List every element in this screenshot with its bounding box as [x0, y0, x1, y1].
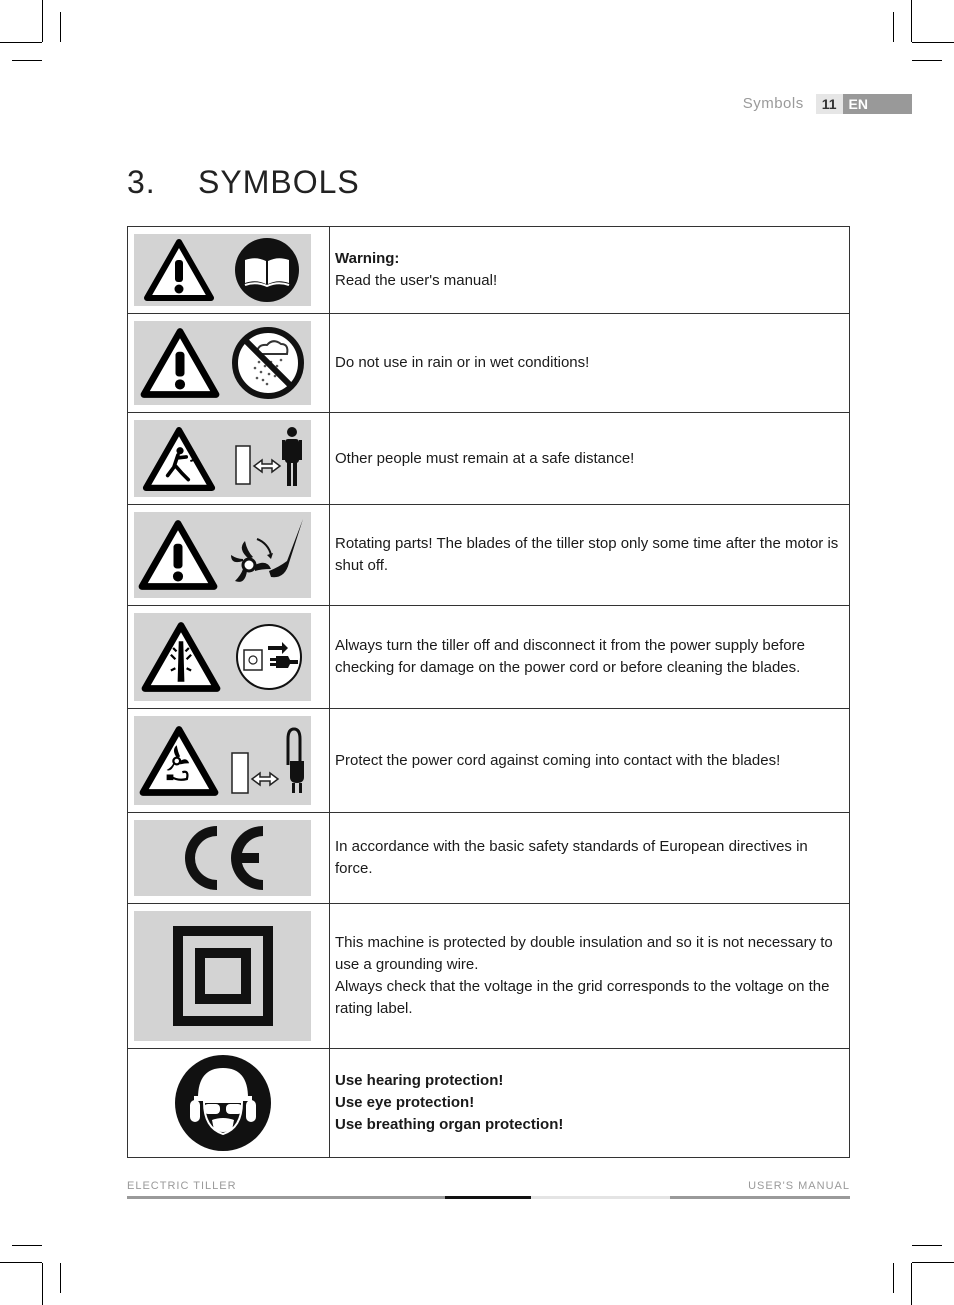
manual-book-icon — [233, 236, 301, 304]
ce-mark-icon — [173, 820, 273, 896]
symbol-description: Read the user's manual! — [335, 272, 498, 289]
footer-divider-segment — [670, 1196, 850, 1199]
cord-distance-icon — [230, 725, 306, 797]
crop-mark — [60, 12, 61, 42]
icon-group — [134, 820, 311, 896]
icon-cell — [128, 227, 330, 314]
protection-instruction: Use breathing organ protection! — [335, 1116, 564, 1133]
text-cell — [330, 1049, 850, 1158]
symbol-description: Do not use in rain or in wet conditions! — [335, 354, 590, 371]
crop-mark — [912, 1262, 954, 1263]
warning-triangle-icon — [138, 519, 218, 591]
chapter-title: SYMBOLS — [198, 164, 360, 200]
icon-cell — [128, 904, 330, 1049]
blade-cord-warning-icon — [139, 725, 219, 797]
icon-cell — [128, 314, 330, 413]
table-row — [128, 1049, 850, 1158]
no-rain-icon — [231, 326, 305, 400]
double-insulation-icon — [173, 926, 273, 1026]
header-section-label: Symbols — [742, 95, 804, 112]
table-row — [128, 813, 850, 904]
icon-cell — [128, 606, 330, 709]
icon-group — [134, 1055, 311, 1151]
crop-mark — [893, 1263, 894, 1293]
footer-divider-segment — [445, 1196, 531, 1199]
protection-instruction: Use hearing protection! — [335, 1072, 504, 1089]
table-row — [128, 606, 850, 709]
crop-mark — [912, 60, 942, 61]
table-row — [128, 709, 850, 813]
table-row — [128, 227, 850, 314]
crop-mark — [911, 0, 912, 42]
text-cell — [330, 413, 850, 505]
table-row — [128, 314, 850, 413]
text-cell — [330, 227, 850, 314]
text-cell — [330, 606, 850, 709]
rotating-blades-icon — [227, 515, 307, 595]
text-cell — [330, 505, 850, 606]
symbol-description: Always check that the voltage in the grid corresponds to the voltage on the rating label. — [335, 978, 830, 1017]
symbol-description: This machine is protected by double insulation and so it is not necessary to use a grounding wire. — [335, 934, 833, 973]
warning-triangle-icon — [144, 238, 214, 302]
symbol-description: In accordance with the basic safety standards of European directives in force. — [335, 838, 808, 877]
warning-label: Warning: — [335, 250, 400, 267]
symbol-description: Protect the power cord against coming into contact with the blades! — [335, 751, 781, 769]
thrown-objects-warning-icon — [141, 426, 217, 492]
table-row — [128, 505, 850, 606]
icon-cell — [128, 413, 330, 505]
icon-group — [134, 613, 311, 701]
crop-mark — [42, 1263, 43, 1305]
crop-mark — [0, 42, 42, 43]
symbols-table — [127, 226, 850, 1158]
footer-document-type: USER'S MANUAL — [748, 1180, 850, 1192]
icon-group — [134, 512, 311, 598]
icon-group — [134, 911, 311, 1041]
language-badge: EN — [843, 94, 912, 114]
page-header — [743, 94, 912, 114]
protection-instruction: Use eye protection! — [335, 1094, 475, 1111]
crop-mark — [42, 0, 43, 42]
icon-cell — [128, 505, 330, 606]
crop-mark — [912, 42, 954, 43]
icon-group — [134, 420, 311, 497]
icon-cell — [128, 1049, 330, 1158]
chapter-number: 3. — [127, 164, 156, 200]
symbol-description: Always turn the tiller off and disconnect it from the power supply before checking for damage on the power cord or before cleaning the blades. — [335, 637, 805, 676]
symbol-description: Rotating parts! The blades of the tiller stop only some time after the motor is shut off. — [335, 535, 839, 574]
symbol-description: Other people must remain at a safe distance! — [335, 449, 635, 467]
footer-divider-segment — [127, 1196, 445, 1199]
protective-equipment-icon — [174, 1054, 272, 1152]
warning-triangle-icon — [140, 327, 220, 399]
footer-divider-segment — [531, 1196, 670, 1199]
icon-cell — [128, 709, 330, 813]
crop-mark — [12, 1245, 42, 1246]
icon-group — [134, 716, 311, 805]
icon-group — [134, 321, 311, 405]
footer-product-name: ELECTRIC TILLER — [127, 1180, 237, 1192]
crop-mark — [912, 1245, 942, 1246]
table-row — [128, 413, 850, 505]
text-cell — [330, 904, 850, 1049]
text-cell — [330, 314, 850, 413]
table-row — [128, 904, 850, 1049]
crop-mark — [60, 1263, 61, 1293]
page-title — [127, 164, 360, 201]
crop-mark — [893, 12, 894, 42]
crop-mark — [911, 1263, 912, 1305]
crop-mark — [12, 60, 42, 61]
text-cell — [330, 813, 850, 904]
crop-mark — [0, 1262, 42, 1263]
cutting-hazard-warning-icon — [141, 621, 221, 693]
safe-distance-person-icon — [232, 426, 304, 492]
icon-group — [134, 234, 311, 306]
icon-cell — [128, 813, 330, 904]
text-cell — [330, 709, 850, 813]
disconnect-plug-icon — [234, 622, 304, 692]
page-number: 11 — [816, 94, 843, 114]
